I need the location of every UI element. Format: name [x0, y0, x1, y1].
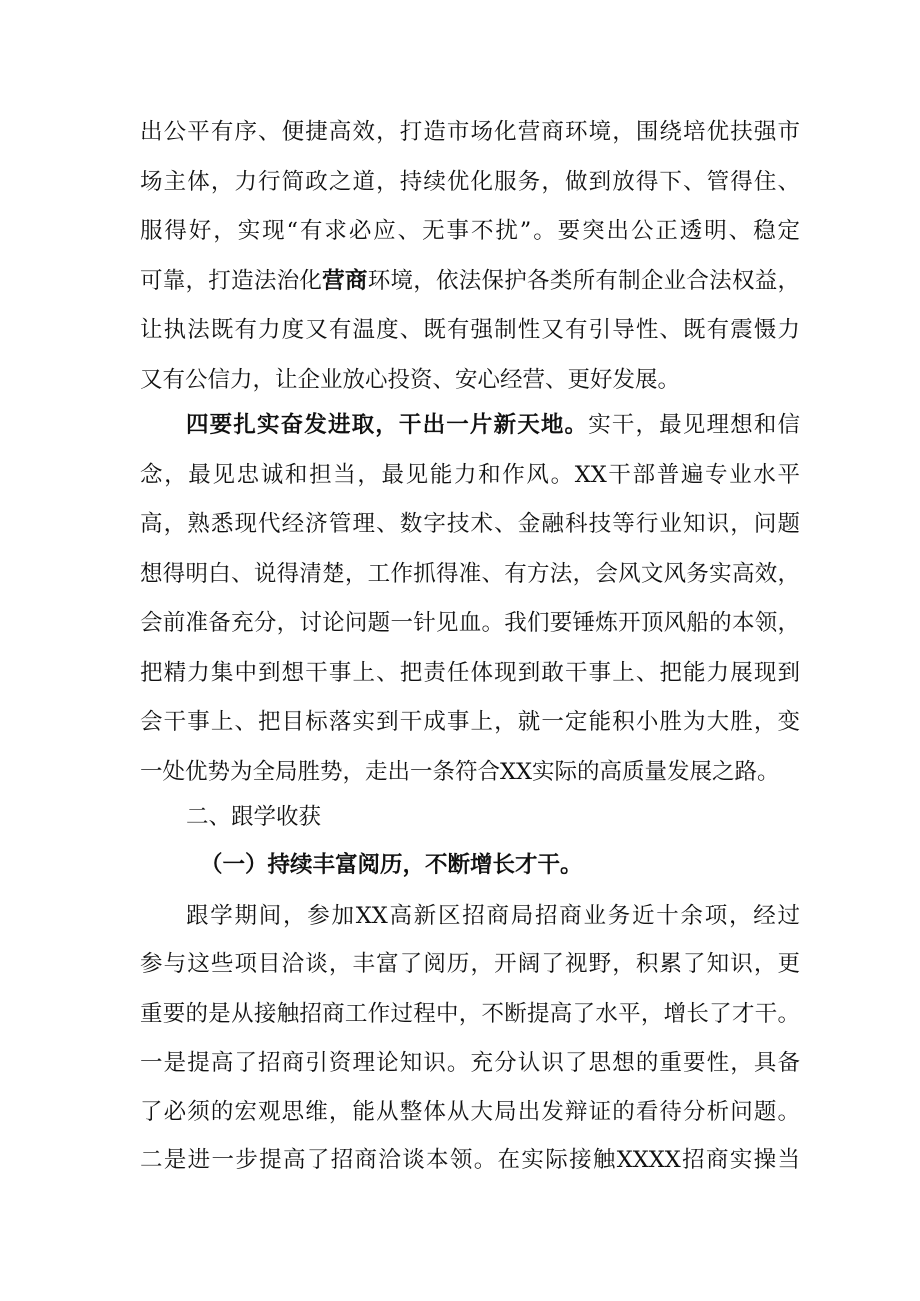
body-line: 跟学期间，参加XX高新区招商局招商业务近十余项，经过	[186, 903, 800, 929]
body-line: 场主体，力行简政之道，持续优化服务，做到放得下、管得住、	[140, 169, 800, 195]
line-text-before: 可靠，打造法治化	[140, 268, 323, 294]
body-line: 重要的是从接触招商工作过程中，不断提高了水平，增长了才干。	[140, 1001, 800, 1027]
paragraph-lead: 四要扎实奋发进取，干出一片新天地。	[186, 412, 589, 438]
section-heading: 二、跟学收获	[186, 804, 322, 830]
paragraph-lead-line	[186, 405, 800, 445]
body-line: 参与这些项目洽谈，丰富了阅历，开阔了视野，积累了知识，更	[140, 951, 800, 977]
body-line: 了必须的宏观思维，能从整体从大局出发辩证的看待分析问题。	[140, 1099, 800, 1125]
body-line: 一处优势为全局胜势，走出一条符合XX实际的高质量发展之路。	[140, 759, 780, 785]
body-line-with-bold	[140, 261, 800, 301]
body-line: 又有公信力，让企业放心投资、安心经营、更好发展。	[140, 367, 681, 393]
body-line: 念，最见忠诚和担当，最见能力和作风。XX干部普遍专业水平	[140, 462, 800, 488]
body-line: 二是进一步提高了招商洽谈本领。在实际接触XXXX招商实操当	[140, 1147, 800, 1173]
body-line: 会干事上、把目标落实到干成事上，就一定能积小胜为大胜，变	[140, 709, 800, 735]
body-line: 高，熟悉现代经济管理、数字技术、金融科技等行业知识，问题	[140, 511, 800, 537]
line-text-after: 环境，依法保护各类所有制企业合法权益，	[367, 268, 800, 294]
body-line: 让执法既有力度又有温度、既有强制性又有引导性、既有震慑力	[140, 317, 800, 343]
section-subheading: （一）持续丰富阅历，不断增长才干。	[200, 852, 583, 878]
body-line: 把精力集中到想干事上、把责任体现到敢干事上、把能力展现到	[140, 660, 800, 686]
body-line: 会前准备充分，讨论问题一针见血。我们要锤炼开顶风船的本领，	[140, 610, 800, 636]
body-line: 一是提高了招商引资理论知识。充分认识了思想的重要性，具备	[140, 1050, 800, 1076]
paragraph-lead-rest: 实干，最见理想和信	[588, 412, 800, 438]
body-line: 想得明白、说得清楚，工作抓得准、有方法，会风文风务实高效，	[140, 561, 800, 587]
body-line: 出公平有序、便捷高效，打造市场化营商环境，围绕培优扶强市	[140, 119, 800, 145]
body-line: 服得好，实现“有求必应、无事不扰”。要突出公正透明、稳定	[140, 218, 800, 244]
bold-word: 营商	[322, 268, 368, 294]
